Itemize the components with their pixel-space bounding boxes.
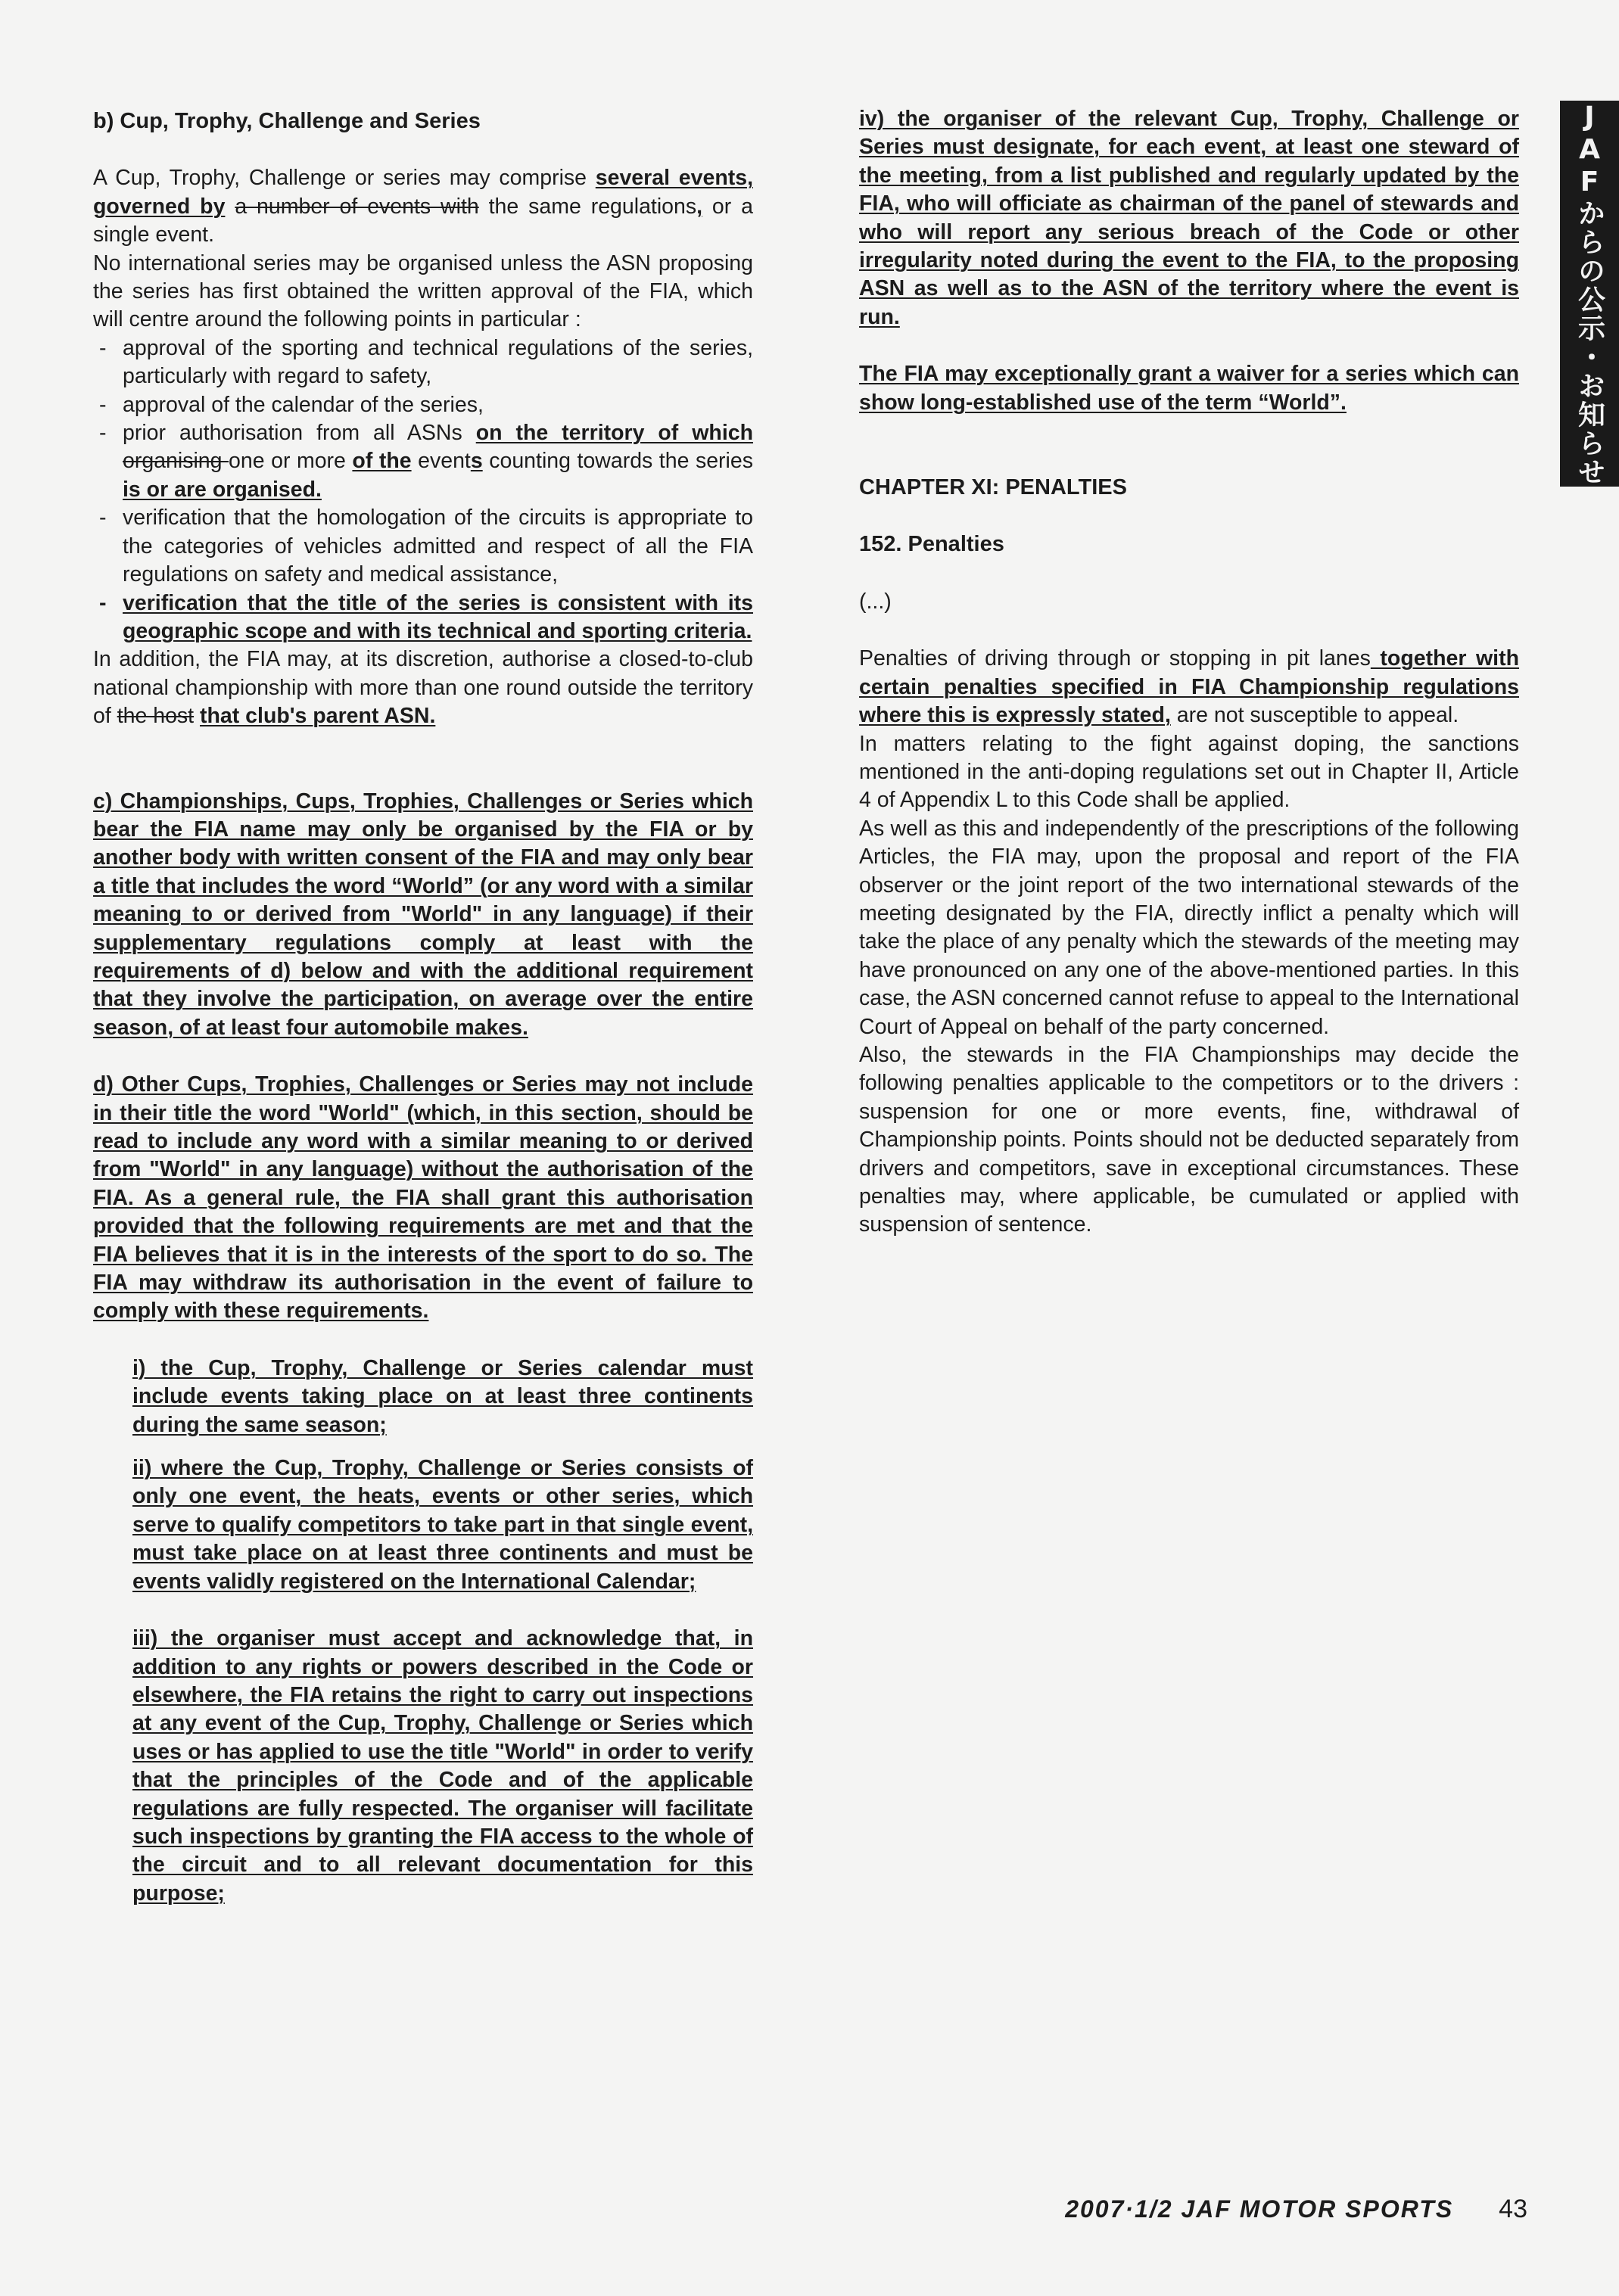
- requirement-iv: iv) the organiser of the relevant Cup, Trophy, Challenge or Series must designate, for each event, at least one steward of the meeting, from a list published and regularly updated by the FIA, who will officiate as chairman of the panel of stewards and who will report any serious breach of the Code or other irregularity noted during the event to the FIA, to the proposing ASN as well as to the ASN of the territory where the event is run.: [859, 107, 1519, 329]
- penalties-para-4: Also, the stewards in the FIA Championships may decide the following penalties applicable to the competitors or to the drivers : suspension for one or more events, fine, withdrawal of Championship points. Points should not be deducted separately from drivers and competitors, save in exceptional circumstances. These penalties may, where applicable, be cumulated or applied with suspension of sentence.: [859, 1042, 1519, 1237]
- text-run: approval of the calendar of the series,: [123, 392, 484, 417]
- section-c-paragraph: c) Championships, Cups, Trophies, Challenges or Series which bear the FIA name may only be organised by the FIA or by another body with written consent of the FIA and may only bear a title that includes the word “World” (or any word with a similar meaning to or derived from "World" in any language) if their supplementary regulations comply at least with the requirements of d) below and with the additional requirement that they involve the participation, on average over the entire season, of at least four automobile makes.: [93, 789, 753, 1040]
- requirement-ii: ii) where the Cup, Trophy, Challenge or Series consists of only one event, the heats, events or other series, which serve to qualify competitors to take part in that single event, must take place on at least three continents and must be events validly registered on the International Calendar;: [132, 1456, 753, 1594]
- section-b-para-2: No international series may be organised unless the ASN proposing the series has first obtained the written approval of the FIA, which will centre around the following points in particular :: [93, 250, 753, 332]
- bullet-item: [93, 590, 753, 646]
- article-heading: 152. Penalties: [859, 532, 1004, 557]
- bullet-dash: -: [99, 392, 107, 417]
- right-column: [859, 105, 1519, 1240]
- text-run: In addition, the FIA may, at its discretion, authorise a closed-to-club national championship with more than one round outside the territory of: [93, 647, 753, 729]
- text-run: together with certain penalties specified in FIA Championship regulations where this is expressly stated,: [859, 646, 1520, 728]
- text-run: s: [470, 449, 483, 474]
- text-run: organising: [123, 449, 229, 474]
- approval-bullet-list: [93, 334, 753, 646]
- penalties-para-2: In matters relating to the fight against doping, the sanctions mentioned in the anti-doping regulations set out in Chapter II, Article 4 of Appendix L to this Code shall be applied.: [859, 731, 1519, 813]
- text-run: or a single event.: [93, 194, 753, 247]
- magazine-title: 2007·1/2 JAF MOTOR SPORTS: [1065, 2195, 1454, 2223]
- text-run: approval of the sporting and technical regulations of the series, particularly with regard to safety,: [123, 335, 753, 389]
- bullet-dash: -: [99, 335, 107, 360]
- text-run: prior authorisation from all ASNs: [123, 421, 476, 446]
- penalties-para-3: As well as this and independently of the prescriptions of the following Articles, the FIA may, upon the proposal and report of the FIA observer or the joint report of the two international stewards of the meeting designated by the FIA, directly inflict a penalty which will take the place of any penalty which the stewards of the meeting may have pronounced on any one of the above-mentioned parties. In this case, the ASN concerned cannot refuse to appeal to the International Court of Appeal on behalf of the party concerned.: [859, 816, 1519, 1039]
- text-run: event: [411, 449, 471, 474]
- requirement-i: i) the Cup, Trophy, Challenge or Series calendar must include events taking place on at least three continents during the same season;: [132, 1355, 753, 1437]
- page-footer: [922, 2195, 1527, 2240]
- text-run: [194, 704, 200, 728]
- text-run: verification that the title of the series is consistent with its geographic scope and with its technical and sporting criteria.: [123, 590, 753, 643]
- text-run: is or are organised.: [123, 477, 322, 502]
- bullet-dash: -: [99, 590, 107, 615]
- section-b-heading: b) Cup, Trophy, Challenge and Series: [93, 109, 481, 133]
- page-number: 43: [1499, 2195, 1527, 2223]
- text-run: verification that the homologation of the circuits is appropriate to the categories of vehicles admitted and respect of all the FIA regulations on safety and medical assistance,: [123, 506, 753, 587]
- section-b-para-3: [93, 646, 753, 730]
- text-run: a number of events with: [235, 194, 479, 219]
- text-run: A Cup, Trophy, Challenge or series may comprise: [93, 166, 596, 191]
- penalties-para-1: [859, 645, 1519, 730]
- waiver-paragraph: The FIA may exceptionally grant a waiver for a series which can show long-established use of the term “World”.: [859, 362, 1519, 415]
- text-run: counting towards the series: [482, 449, 753, 474]
- chapter-heading: CHAPTER XI: PENALTIES: [859, 475, 1127, 500]
- text-run: Penalties of driving through or stopping in pit lanes: [859, 646, 1371, 671]
- bullet-item: [93, 504, 753, 589]
- bullet-item: [93, 334, 753, 391]
- section-b-para-1: [93, 164, 753, 249]
- text-run: [225, 194, 235, 219]
- bullet-item: [93, 391, 753, 419]
- text-run: are not susceptible to appeal.: [1170, 703, 1459, 728]
- left-column: [93, 107, 753, 1908]
- text-run: that club's parent ASN.: [200, 704, 436, 729]
- text-run: ,: [696, 194, 703, 219]
- text-run: one or more: [229, 449, 353, 474]
- text-run: the same regulations: [478, 194, 697, 219]
- requirement-iii: iii) the organiser must accept and acknowledge that, in addition to any rights or powers described in the Code or elsewhere, the FIA retains the right to carry out inspections at any event of the Cup, Trophy, Challenge or Series which uses or has applied to use the title "World" in order to verify that the principles of the Code and of the applicable regulations are fully respected. The organiser will facilitate such inspections by granting the FIA access to the whole of the circuit and to all relevant documentation for this purpose;: [132, 1626, 753, 1906]
- bullet-dash: -: [99, 506, 107, 530]
- section-tab-label: JAFからの公示・お知らせ: [1560, 101, 1619, 487]
- bullet-item: [93, 419, 753, 504]
- bullet-dash: -: [99, 421, 107, 446]
- text-run: of the: [352, 449, 412, 474]
- omission-marker: (...): [859, 589, 892, 614]
- text-run: on the territory of which: [475, 421, 753, 446]
- text-run: several events, governed by: [93, 166, 753, 219]
- text-run: the host: [117, 704, 195, 729]
- section-d-paragraph: d) Other Cups, Trophies, Challenges or Series may not include in their title the word "World" (which, in this section, should be read to include any word with a similar meaning to or derived from "World" in any language) without the authorisation of the FIA. As a general rule, the FIA shall grant this authorisation provided that the following requirements are met and that the FIA believes that it is in the interests of the sport to do so. The FIA may withdraw its authorisation in the event of failure to comply with these requirements.: [93, 1072, 753, 1324]
